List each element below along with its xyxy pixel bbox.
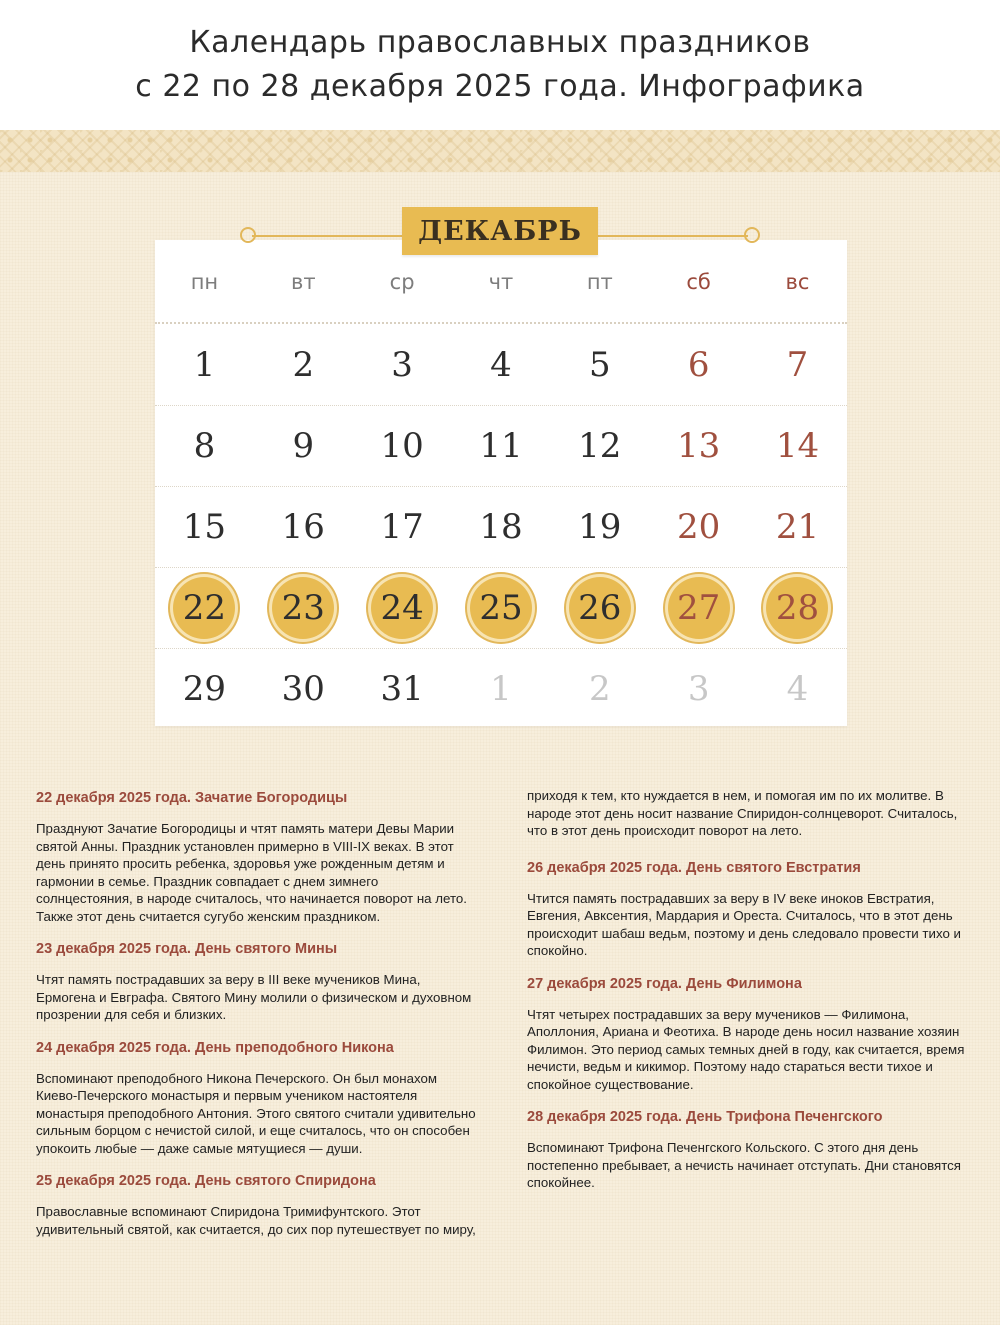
page-title (135, 21, 864, 109)
month-ribbon (240, 205, 760, 255)
event-text-24: Вспоминают преподобного Никона Печерского. Он был монахом Киево-Печерского монастыря и первым учеником настоятеля монастыря преподобного Антония. Этого святого считали удивительно сильным борцом с нечистой силой, и еще считалось, что он способен упокоить любые — даже самые мятущиеся — души. (36, 1070, 476, 1156)
event-text-25: Православные вспоминают Спиридона Тримифунтского. Этот удивительный святой, как считается, до сих пор путешествует по миру, (36, 1204, 476, 1237)
weekday-thu: чт (488, 270, 514, 294)
ribbon-line-left (252, 235, 402, 237)
ribbon-curl-right (744, 227, 760, 243)
day-cell-next-month: 1 (490, 668, 512, 709)
day-cell-highlighted: 23 (281, 587, 325, 628)
day-cell-weekend: 14 (775, 425, 820, 466)
day-cell: 16 (281, 506, 325, 547)
week-row-1 (155, 324, 847, 406)
event-title-28: 28 декабря 2025 года. День Трифона Печенгского (527, 1109, 883, 1125)
events-column-left (36, 788, 476, 1252)
weekday-fri: пт (586, 270, 613, 294)
week-row-4-highlighted (155, 567, 847, 649)
day-cell-highlighted: 22 (182, 587, 227, 628)
day-cell: 8 (193, 425, 216, 466)
day-cell: 9 (292, 425, 315, 466)
event-text-28: Вспоминают Трифона Печенгского Кольского. С этого дня день постепенно пребывает, а нечисть начинает отступать. Дни становятся спокойнее. (527, 1140, 961, 1190)
day-cell: 3 (391, 344, 413, 385)
title-line-2: с 22 по 28 декабря 2025 года. Инфографика (135, 69, 865, 104)
event-text-22: Празднуют Зачатие Богородицы и чтят память матери Девы Марии святой Анны. Праздник установлен примерно в VIII-IX веках. В этот день принято просить ребенка, здоровья уже рожденным детям и гармонии в семье. Праздник совпадает с днем зимнего солнцестояния, в народе считалось, что начинается поворот на лето. Также этот день считается сугубо женским праздником. (36, 821, 468, 924)
weekday-wed: ср (389, 270, 415, 294)
event-title-25: 25 декабря 2025 года. День святого Спиридона (36, 1173, 376, 1189)
event-title-23: 23 декабря 2025 года. День святого Мины (36, 941, 338, 957)
day-cell-highlighted-weekend: 28 (775, 587, 820, 628)
day-cell-weekend: 13 (677, 425, 721, 466)
day-cell: 2 (292, 344, 315, 385)
day-cell: 4 (490, 344, 512, 385)
title-line-1: Календарь православных праздников (189, 25, 811, 60)
day-cell: 29 (182, 668, 227, 709)
day-cell: 10 (380, 425, 424, 466)
page-header (0, 0, 1000, 130)
weekday-sun: вс (785, 270, 810, 294)
week-row-3 (155, 486, 847, 568)
day-cell-next-month: 4 (786, 668, 809, 709)
weekday-sat: сб (686, 270, 711, 294)
ornament-band (0, 130, 1000, 172)
event-title-26: 26 декабря 2025 года. День святого Евстратия (527, 859, 861, 876)
day-cell-weekend: 21 (775, 506, 820, 547)
day-cell: 12 (578, 425, 622, 466)
day-cell: 1 (193, 344, 216, 385)
day-cell-highlighted-weekend: 27 (677, 587, 721, 628)
event-title-22: 22 декабря 2025 года. Зачатие Богородицы (36, 790, 348, 806)
day-cell-weekend: 20 (677, 506, 721, 547)
day-cell-next-month: 3 (687, 668, 710, 709)
ribbon-curl-left (240, 227, 256, 243)
day-cell: 5 (588, 344, 611, 385)
event-text-27: Чтят четырех пострадавших за веру мучеников — Филимона, Аполлония, Ариана и Феотиха. В народе день носил название хозяин Филимон. Это период самых темных дней в году, как считается, время нечисти, ведьм и кикимор. Поэтому надо стараться вести тихое и спокойное существование. (527, 1006, 965, 1092)
day-cell-highlighted: 24 (380, 587, 424, 628)
day-cell-highlighted: 26 (578, 587, 622, 628)
event-text-26: Чтится память пострадавших за веру в IV веке иноков Евстратия, Евгения, Авксентия, Мардария и Ореста. Считалось, что в этот день происходит шабаш ведьм, поэтому и день следовало провести тихо и спокойно. (527, 890, 961, 958)
day-cell: 31 (380, 668, 424, 709)
day-cell: 11 (479, 425, 523, 466)
day-cell: 17 (380, 506, 424, 547)
week-row-5 (155, 648, 847, 729)
weekday-tue: вт (290, 270, 316, 294)
event-text-25-continued: приходя к тем, кто нуждается в нем, и помогая им по их молитве. В народе этот день носит название Спиридон-солнцеворот. Считалось, что в этот день происходит поворот на лето. (527, 788, 958, 838)
day-cell: 15 (182, 506, 227, 547)
month-label: ДЕКАБРЬ (402, 207, 598, 255)
event-text-23: Чтят память пострадавших за веру в III веке мучеников Мина, Ермогена и Евграфа. Святого Мину молили о физическом и духовном прозрении для себя и близких. (36, 972, 472, 1022)
weekday-mon: пн (190, 270, 219, 294)
day-cell-highlighted: 25 (479, 587, 523, 628)
calendar-grid (155, 240, 847, 726)
events-column-right (527, 787, 967, 1206)
day-cell: 18 (479, 506, 523, 547)
event-title-27: 27 декабря 2025 года. День Филимона (527, 975, 802, 992)
week-row-2 (155, 405, 847, 487)
day-cell: 30 (281, 668, 325, 709)
event-title-24: 24 декабря 2025 года. День преподобного Никона (36, 1039, 394, 1056)
ribbon-line-right (598, 235, 748, 237)
day-cell-weekend: 7 (786, 344, 809, 385)
day-cell-weekend: 6 (687, 344, 710, 385)
day-cell: 19 (578, 506, 622, 547)
day-cell-next-month: 2 (588, 668, 611, 709)
